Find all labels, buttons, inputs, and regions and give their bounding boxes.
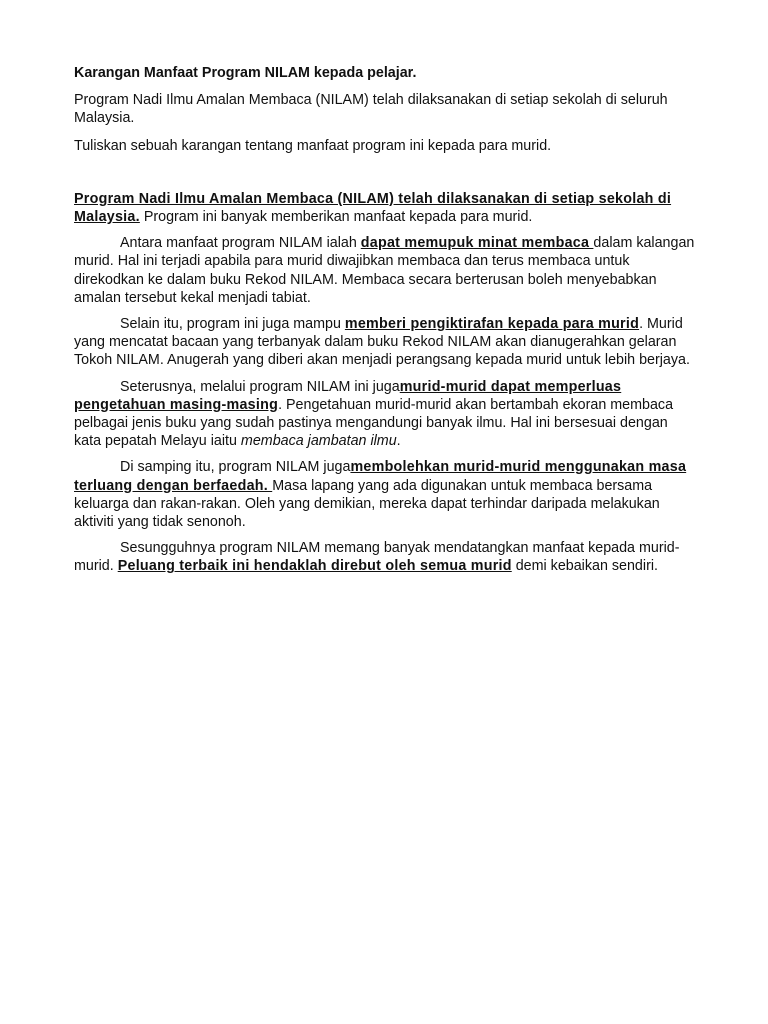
body-text: Program ini banyak memberikan manfaat kepada para murid. [139, 209, 533, 226]
body-text: Di samping itu, program NILAM juga [120, 459, 351, 476]
body-text: . Murid yang mencatat bacaan yang terbanyak dalam buku Rekod NILAM akan dianugerahkan gelaran Tokoh NILAM. Anugerah yang diberi akan menjadi perangsang kepada murid untuk lebih berjaya. [74, 316, 690, 369]
essay-conclusion [74, 539, 698, 575]
question-instruction: Tuliskan sebuah karangan tentang manfaat program ini kepada para murid. [74, 137, 552, 154]
question-paragraph: Program Nadi Ilmu Amalan Membaca (NILAM) telah dilaksanakan di setiap sekolah di seluruh Malaysia. [74, 92, 668, 127]
body-text: Sesungguhnya program NILAM memang banyak mendatangkan manfaat kepada murid-murid. [74, 540, 680, 575]
essay-paragraph-4 [74, 458, 698, 531]
italic-proverb: membaca jambatan ilmu [240, 433, 397, 450]
highlight-phrase: dapat memupuk minat membaca [360, 235, 594, 252]
document-page [74, 64, 698, 584]
essay-paragraph-2 [74, 315, 698, 370]
highlight-phrase: membolehkan murid-murid menggunakan masa terluang dengan berfaedah. [74, 459, 687, 494]
highlight-phrase: memberi pengiktirafan kepada para murid [344, 316, 640, 333]
body-text: demi kebaikan sendiri. [511, 558, 658, 575]
body-text: Antara manfaat program NILAM ialah [120, 235, 361, 252]
body-text: dalam kalangan murid. Hal ini terjadi apabila para murid diwajibkan membaca dan terus membaca untuk direkodkan ke dalam buku Rekod NILAM. Membaca secara berterusan boleh menyebabkan amalan tersebut kekal menjadi tabiat. [74, 235, 695, 306]
body-text: . Pengetahuan murid-murid akan bertambah ekoran membaca pelbagai jenis buku yang sudah pastinya mengandungi banyak ilmu. Hal ini bersesuai dengan kata pepatah Melayu iaitu [74, 396, 674, 450]
essay-paragraph-3 [74, 378, 698, 451]
body-text: Seterusnya, melalui program NILAM ini juga [120, 378, 400, 395]
body-text: Masa lapang yang ada digunakan untuk membaca bersama keluarga dan rakan-rakan. Oleh yang demikian, mereka dapat terhindar daripada melakukan aktiviti yang tidak senonoh. [74, 477, 660, 531]
highlight-phrase: Peluang terbaik ini hendaklah direbut oleh semua murid [117, 558, 512, 575]
essay-paragraph-1 [74, 234, 698, 307]
highlight-phrase: Program Nadi Ilmu Amalan Membaca (NILAM) telah dilaksanakan di setiap sekolah di Malaysia. [74, 190, 672, 226]
essay-introduction [74, 190, 698, 226]
body-text: . [396, 433, 401, 450]
document-title: Karangan Manfaat Program NILAM kepada pelajar. [74, 65, 417, 81]
section-gap [74, 164, 698, 190]
body-text: Selain itu, program ini juga mampu [120, 316, 345, 333]
highlight-phrase: murid-murid dapat memperluas pengetahuan masing-masing [74, 378, 622, 413]
